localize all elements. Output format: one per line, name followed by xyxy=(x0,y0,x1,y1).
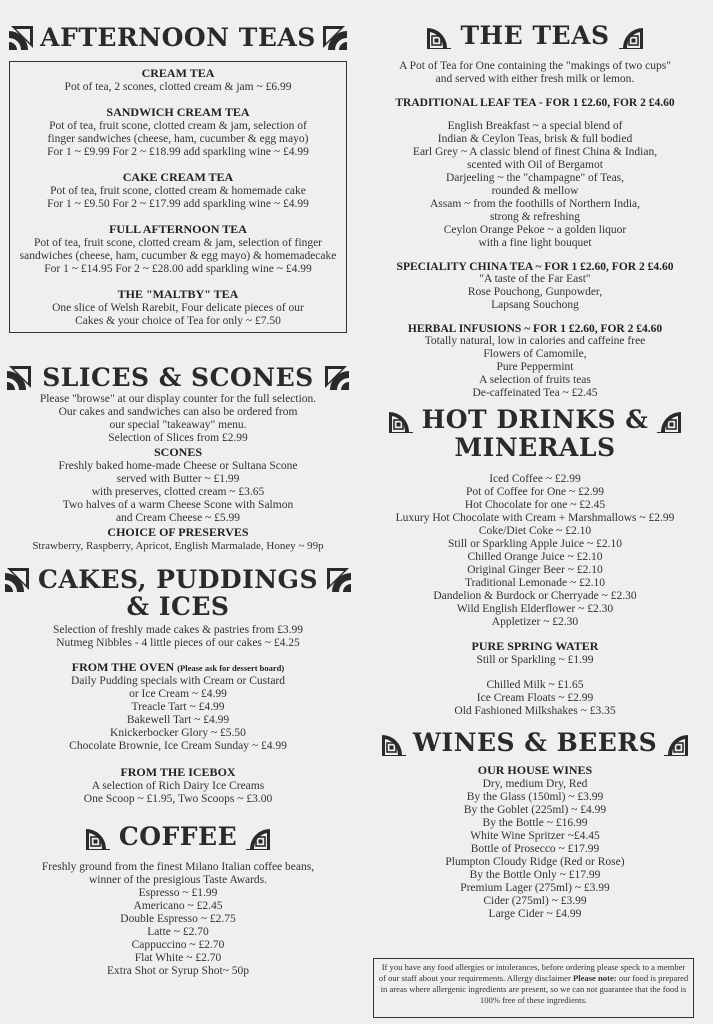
water-title: PURE SPRING WATER xyxy=(471,639,599,653)
hot-drinks-body xyxy=(357,473,713,718)
hot-drinks-title: HOT DRINKS & xyxy=(421,405,649,434)
item-title: SANDWICH CREAM TEA xyxy=(106,105,250,119)
right-column xyxy=(357,0,713,921)
greek-key-fan-icon xyxy=(381,730,407,756)
full-afternoon-tea xyxy=(13,222,343,276)
wines-body xyxy=(357,763,713,921)
text-line: Traditional Lemonade ~ £2.10 xyxy=(465,577,605,589)
slices-scones-body xyxy=(0,393,356,553)
text-line: Selection of freshly made cakes & pastries from £3.99 xyxy=(52,624,304,636)
text-line: Lapsang Souchong xyxy=(491,299,579,311)
item-line: Pot of tea, 2 scones, clotted cream & jam ~ £6.99 xyxy=(64,81,292,93)
herbal-title: HERBAL INFUSIONS ~ FOR 1 £2.60, FOR 2 £4.60 xyxy=(407,323,663,335)
text-line: "A taste of the Far East" xyxy=(479,273,591,285)
text-line: Totally natural, low in calories and caffeine free xyxy=(424,335,646,347)
text-line: Ice Cream Floats ~ £2.99 xyxy=(476,692,594,704)
preserves-title: CHOICE OF PRESERVES xyxy=(107,525,249,539)
text-line: with preserves, clotted cream ~ £3.65 xyxy=(91,486,265,498)
text-line: Americano ~ £2.45 xyxy=(133,900,223,912)
afternoon-teas-title: AFTERNOON TEAS xyxy=(40,23,316,52)
text-line: or Ice Cream ~ £4.99 xyxy=(129,688,227,700)
greek-key-fan-icon xyxy=(388,407,414,433)
item-line: Pot of tea, fruit scone, clotted cream & homemade cake xyxy=(50,185,306,197)
text-line: A Pot of Tea for One containing the "makings of two cups" xyxy=(399,60,671,72)
text-line: Indian & Ceylon Teas, brisk & full bodied xyxy=(437,133,633,145)
corner-fan-icon xyxy=(6,365,32,391)
greek-key-fan-icon xyxy=(656,407,682,433)
text-line: Nutmeg Nibbles - 4 little pieces of our cakes ~ £4.25 xyxy=(56,637,300,649)
item-line: sandwiches (cheese, ham, cucumber & egg mayo) & homemadecake xyxy=(19,250,337,262)
text-line: and Cream Cheese ~ £5.99 xyxy=(115,512,241,524)
item-line: Pot of tea, fruit scone, clotted cream & jam, selection of xyxy=(49,120,307,132)
text-line: Espresso ~ £1.99 xyxy=(138,887,218,899)
left-column xyxy=(0,0,356,978)
hot-drinks-header xyxy=(357,405,713,434)
item-line: Cakes & your choice of Tea for only ~ £7.50 xyxy=(75,315,281,327)
item-line: For 1 ~ £14.95 For 2 ~ £28.00 add sparkling wine ~ £4.99 xyxy=(44,263,312,275)
text-line: served with Butter ~ £1.99 xyxy=(116,473,240,485)
text-line: Cappuccino ~ £2.70 xyxy=(131,939,225,951)
preserves-line: Strawberry, Raspberry, Apricot, English Marmalade, Honey ~ 99p xyxy=(32,540,324,552)
text-line: By the Bottle Only ~ £17.99 xyxy=(469,869,601,881)
text-line: By the Glass (150ml) ~ £3.99 xyxy=(466,791,604,803)
text-line: Ceylon Orange Pekoe ~ a golden liquor xyxy=(443,224,627,236)
text-line: Pot of Coffee for One ~ £2.99 xyxy=(466,486,604,498)
greek-key-fan-icon xyxy=(245,824,271,850)
cakes-body xyxy=(0,624,356,806)
text-line: Chocolate Brownie, Ice Cream Sunday ~ £4.99 xyxy=(69,740,287,752)
text-line: Bakewell Tart ~ £4.99 xyxy=(126,714,230,726)
text-line: and served with either fresh milk or lemon. xyxy=(435,73,635,85)
text-line: English Breakfast ~ a special blend of xyxy=(447,120,623,132)
text-line: By the Bottle ~ £16.99 xyxy=(482,817,588,829)
text-line: Bottle of Prosecco ~ £17.99 xyxy=(470,843,600,855)
cakes-header xyxy=(0,565,356,594)
item-title: CAKE CREAM TEA xyxy=(122,170,234,184)
leaf-title: TRADITIONAL LEAF TEA - FOR 1 £2.60, FOR 2 £4.60 xyxy=(395,97,675,109)
maltby-tea xyxy=(13,287,343,328)
text-line: Rose Pouchong, Gunpowder, xyxy=(467,286,603,298)
text-line: Cider (275ml) ~ £3.99 xyxy=(483,895,587,907)
item-line: finger sandwiches (cheese, ham, cucumber & egg mayo) xyxy=(47,133,309,145)
text-line: Old Fashioned Milkshakes ~ £3.35 xyxy=(454,705,616,717)
text-line: Iced Coffee ~ £2.99 xyxy=(489,473,581,485)
text-line: Selection of Slices from £2.99 xyxy=(108,432,248,444)
text-line: Large Cider ~ £4.99 xyxy=(488,908,582,920)
text-line: Still or Sparkling ~ £1.99 xyxy=(476,654,594,666)
corner-fan-icon xyxy=(8,25,34,51)
text-line: Assam ~ from the foothills of Northern India, xyxy=(430,198,640,210)
oven-title xyxy=(0,660,356,675)
text-line: Luxury Hot Chocolate with Cream + Marshmallows ~ £2.99 xyxy=(395,512,675,524)
coffee-body xyxy=(0,861,356,978)
text-line: rounded & mellow xyxy=(491,185,579,197)
text-line: with a fine light bouquet xyxy=(478,237,592,249)
text-line: strong & refreshing xyxy=(489,211,581,223)
text-line: Please "browse" at our display counter for the full selection. xyxy=(39,393,317,405)
house-wines-title: OUR HOUSE WINES xyxy=(477,763,593,777)
extra-list xyxy=(357,679,713,718)
afternoon-teas-header xyxy=(0,23,356,52)
coffee-title: COFFEE xyxy=(118,822,238,851)
cake-cream-tea xyxy=(13,170,343,211)
text-line: Earl Grey ~ A classic blend of finest China & Indian, xyxy=(412,146,658,158)
coffee-header xyxy=(0,822,356,851)
text-line: Plumpton Cloudy Ridge (Red or Rose) xyxy=(445,856,625,868)
text-line: Chilled Milk ~ £1.65 xyxy=(486,679,584,691)
scones-title: SCONES xyxy=(153,445,203,459)
corner-fan-icon xyxy=(322,25,348,51)
text-line: Wild English Elderflower ~ £2.30 xyxy=(456,603,614,615)
oven-note: (Please ask for dessert board) xyxy=(177,663,285,673)
disclaimer-text: If you have any food allergies or intolerances, before ordering please speck to a member of our staff about your requirements. Allergy disclaimer xyxy=(378,962,686,983)
text-line: Still or Sparkling Apple Juice ~ £2.10 xyxy=(448,538,622,550)
hot-drinks-title-2: MINERALS xyxy=(454,433,616,462)
text-line: Coke/Diet Coke ~ £2.10 xyxy=(478,525,592,537)
text-line: Flowers of Camomile, xyxy=(483,348,587,360)
corner-fan-icon xyxy=(324,365,350,391)
cakes-title: CAKES, PUDDINGS xyxy=(37,565,319,594)
text-line: Chilled Orange Juice ~ £2.10 xyxy=(467,551,603,563)
item-line: Pot of tea, fruit scone, clotted cream & jam, selection of finger xyxy=(33,237,323,249)
text-line: Extra Shot or Syrup Shot~ 50p xyxy=(107,965,249,977)
text-line: Darjeeling ~ the "champagne" of Teas, xyxy=(445,172,625,184)
item-title: THE "MALTBY" TEA xyxy=(117,287,239,301)
text-line: Pure Peppermint xyxy=(496,361,574,373)
text-line: Flat White ~ £2.70 xyxy=(134,952,222,964)
item-line: One slice of Welsh Rarebit, Four delicate pieces of our xyxy=(52,302,304,314)
text-line: Two halves of a warm Cheese Scone with Salmon xyxy=(62,499,294,511)
wines-title: WINES & BEERS xyxy=(412,728,658,757)
allergy-disclaimer xyxy=(373,958,694,1018)
text-line: White Wine Spritzer ~£4.45 xyxy=(470,830,600,842)
disclaimer-note: Please note: xyxy=(572,973,617,983)
greek-key-fan-icon xyxy=(663,730,689,756)
greek-key-fan-icon xyxy=(426,23,452,49)
text-line: By the Goblet (225ml) ~ £4.99 xyxy=(463,804,607,816)
sandwich-cream-tea xyxy=(13,105,343,159)
item-line: For 1 ~ £9.99 For 2 ~ £18.99 add sparkling wine ~ £4.99 xyxy=(47,146,309,158)
item-title: CREAM TEA xyxy=(141,66,215,80)
text-line: A selection of fruits teas xyxy=(479,374,591,386)
greek-key-fan-icon xyxy=(85,824,111,850)
text-line: Hot Chocolate for one ~ £2.45 xyxy=(464,499,606,511)
afternoon-teas-box xyxy=(9,61,347,333)
item-line: For 1 ~ £9.50 For 2 ~ £17.99 add sparkling wine ~ £4.99 xyxy=(47,198,309,210)
text-line: One Scoop ~ £1.95, Two Scoops ~ £3.00 xyxy=(83,793,273,805)
text-line: our special "takeaway" menu. xyxy=(109,419,247,431)
leaf-list xyxy=(357,120,713,250)
text-line: Daily Pudding specials with Cream or Custard xyxy=(71,675,285,687)
item-title: FULL AFTERNOON TEA xyxy=(109,222,247,236)
teas-body xyxy=(357,60,713,400)
oven-title-text: FROM THE OVEN xyxy=(71,660,175,674)
text-line: Freshly ground from the finest Milano Italian coffee beans, xyxy=(41,861,315,873)
text-line: Dry, medium Dry, Red xyxy=(482,778,588,790)
slices-scones-header xyxy=(0,363,356,392)
text-line: Knickerbocker Glory ~ £5.50 xyxy=(110,727,246,739)
teas-header xyxy=(357,21,713,50)
text-line: Freshly baked home-made Cheese or Sultana Scone xyxy=(58,460,298,472)
text-line: scented with Oil of Bergamot xyxy=(467,159,603,171)
china-title: SPECIALITY CHINA TEA ~ FOR 1 £2.60, FOR 2 £4.60 xyxy=(396,261,674,273)
slices-scones-title: SLICES & SCONES xyxy=(42,363,314,392)
text-line: Original Ginger Beer ~ £2.10 xyxy=(467,564,603,576)
text-line: Our cakes and sandwiches can also be ordered from xyxy=(58,406,298,418)
text-line: Appletizer ~ £2.30 xyxy=(491,616,579,628)
cakes-title-2: & ICES xyxy=(126,592,230,621)
teas-title: THE TEAS xyxy=(460,21,610,50)
disclaimer-text-2: our food is prepared in areas where allergenic ingredients are present, so we can not guarantee that the food is 100% free of these ingredients. xyxy=(380,973,689,1005)
text-line: Treacle Tart ~ £4.99 xyxy=(131,701,225,713)
text-line: Premium Lager (275ml) ~ £3.99 xyxy=(460,882,610,894)
greek-key-fan-icon xyxy=(618,23,644,49)
corner-fan-icon xyxy=(326,567,352,593)
wines-header xyxy=(357,728,713,757)
icebox-title: FROM THE ICEBOX xyxy=(120,765,236,779)
text-line: Double Espresso ~ £2.75 xyxy=(120,913,236,925)
text-line: De-caffeinated Tea ~ £2.45 xyxy=(472,387,598,399)
corner-fan-icon xyxy=(4,567,30,593)
text-line: winner of the presigious Taste Awards. xyxy=(88,874,268,886)
text-line: Latte ~ £2.70 xyxy=(147,926,209,938)
text-line: Dandelion & Burdock or Cherryade ~ £2.30 xyxy=(433,590,637,602)
text-line: A selection of Rich Dairy Ice Creams xyxy=(91,780,265,792)
cream-tea xyxy=(13,66,343,94)
